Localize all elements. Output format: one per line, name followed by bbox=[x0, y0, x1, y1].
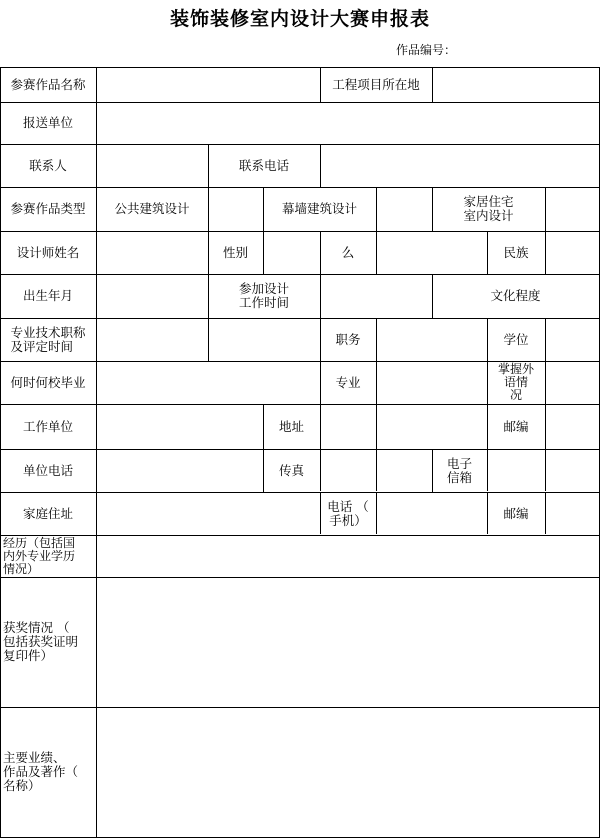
label-degree: 学位 bbox=[503, 331, 529, 347]
label-work-unit: 工作单位 bbox=[22, 418, 73, 434]
label-work-name: 参赛作品名称 bbox=[10, 76, 86, 92]
label-project-location: 工程项目所在地 bbox=[332, 76, 420, 92]
label-mobile: 电话 （ 手机） bbox=[327, 498, 369, 528]
label-awards: 获奖情况 （ 包括获奖证明 复印件） bbox=[3, 620, 79, 663]
label-position: 职务 bbox=[335, 331, 361, 347]
serial-number-label: 作品编号： bbox=[396, 43, 457, 57]
label-fax: 传真 bbox=[278, 462, 304, 478]
label-designer-name: 设计师姓名 bbox=[16, 244, 80, 260]
label-contact-phone: 联系电话 bbox=[238, 157, 289, 173]
label-graduation: 何时何校毕业 bbox=[10, 374, 86, 390]
label-email: 电子 信箱 bbox=[446, 455, 472, 485]
label-ethnicity: 民族 bbox=[503, 244, 529, 260]
application-form bbox=[0, 67, 600, 838]
label-gender: 性别 bbox=[222, 244, 248, 260]
label-foreign-language: 掌握外 语情 况 bbox=[497, 362, 534, 402]
label-work-start: 参加设计 工作时间 bbox=[238, 281, 289, 310]
label-professional-title: 专业技术职称 及评定时间 bbox=[10, 324, 86, 354]
label-address: 地址 bbox=[278, 418, 304, 434]
label-birth-date: 出生年月 bbox=[22, 288, 73, 303]
option-public-design: 公共建筑设计 bbox=[114, 201, 190, 216]
label-education: 文化程度 bbox=[490, 288, 541, 303]
form-title: 装饰装修室内设计大赛申报表 bbox=[169, 8, 430, 30]
label-work-type: 参赛作品类型 bbox=[10, 201, 86, 216]
option-curtain-design: 幕墙建筑设计 bbox=[281, 201, 357, 216]
label-experience: 经历（包括国 内外专业学历 情况） bbox=[3, 535, 76, 576]
option-home-design: 家居住宅 室内设计 bbox=[463, 194, 514, 223]
label-home-postcode: 邮编 bbox=[503, 505, 529, 521]
label-unit-phone: 单位电话 bbox=[22, 462, 73, 478]
label-misc: 么 bbox=[341, 244, 355, 260]
label-contact: 联系人 bbox=[29, 157, 67, 173]
label-postcode: 邮编 bbox=[503, 418, 529, 434]
label-submit-unit: 报送单位 bbox=[22, 115, 73, 130]
label-achievements: 主要业绩、 作品及著作（ 名称） bbox=[3, 750, 79, 793]
label-home-address: 家庭住址 bbox=[22, 505, 73, 521]
label-major: 专业 bbox=[335, 374, 361, 390]
